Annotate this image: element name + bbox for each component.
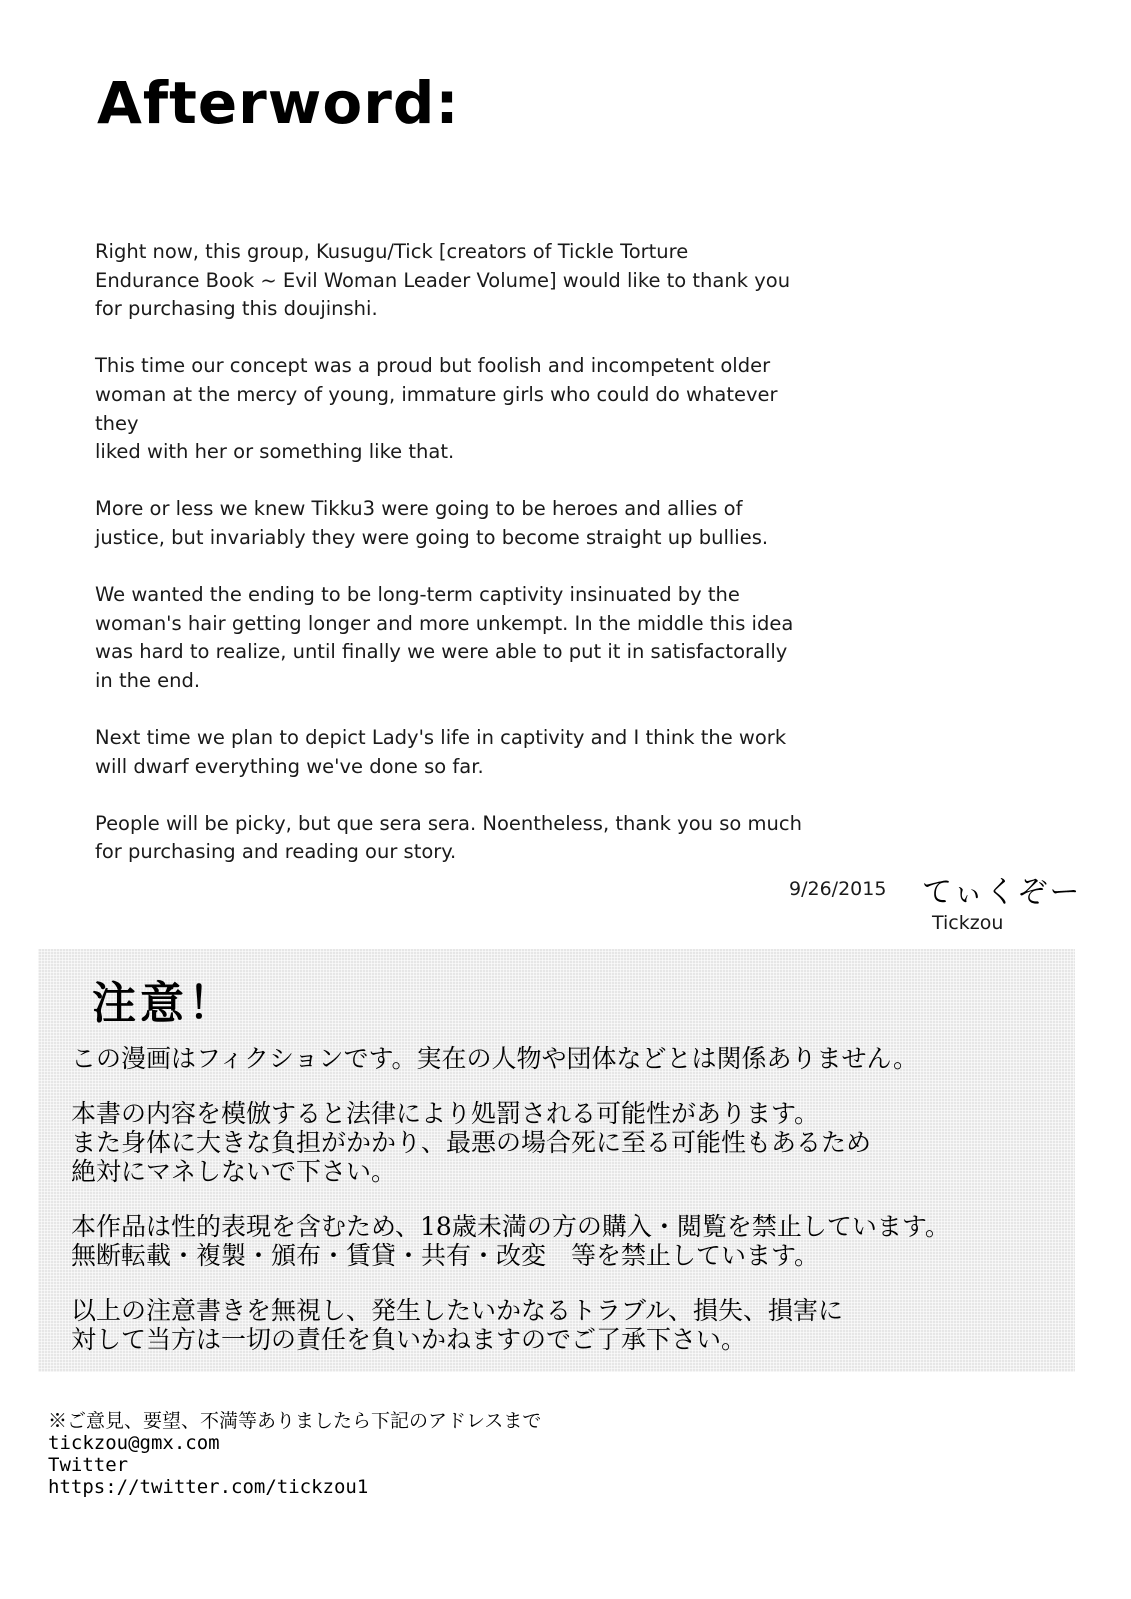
notice-paragraph: 本作品は性的表現を含むため、18歳未満の方の購入・閲覧を禁止しています。 無断転載・複製・頒布・賃貸・共有・改変 等を禁止しています。 <box>71 1212 950 1270</box>
afterword-paragraph: Next time we plan to depict Lady's life in captivity and I think the work will dwarf everything we've done so far. <box>95 726 787 778</box>
page-title: Afterword: <box>97 69 460 137</box>
notice-body <box>71 1044 1071 1380</box>
contact-twitter-label: Twitter <box>48 1454 129 1476</box>
afterword-paragraph: This time our concept was a proud but foolish and incompetent older woman at the mercy of young, immature girls who could do whatever they liked with her or something like that. <box>95 354 778 464</box>
afterword-paragraph: Right now, this group, Kusugu/Tick [creators of Tickle Torture Endurance Book ~ Evil Woman Leader Volume] would like to thank you for purchasing this doujinshi. <box>95 240 791 321</box>
signature-date: 9/26/2015 <box>789 878 887 900</box>
afterword-paragraph: More or less we knew Tikku3 were going to be heroes and allies of justice, but invariably they were going to become straight up bullies. <box>95 497 769 549</box>
afterword-body <box>95 238 815 896</box>
contact-email: tickzou@gmx.com <box>48 1432 220 1454</box>
afterword-paragraph: People will be picky, but que sera sera. Noentheless, thank you so much for purchasing and reading our story. <box>95 811 802 864</box>
afterword-paragraph: We wanted the ending to be long-term captivity insinuated by the woman's hair getting longer and more unkempt. In the middle this idea was hard to realize, until finally we were able to put it in satisfactorally in the end. <box>95 583 794 692</box>
signature-romaji-name: Tickzou <box>932 912 1004 934</box>
contact-twitter-url: https://twitter.com/tickzou1 <box>48 1476 369 1498</box>
notice-heading: 注意！ <box>92 978 236 1029</box>
notice-paragraph: 本書の内容を模倣すると法律により処罰される可能性があります。 また身体に大きな負担がかかり、最悪の場合死に至る可能性もあるため 絶対にマネしないで下さい。 <box>71 1099 872 1186</box>
signature-japanese-name: てぃくぞー <box>922 875 1082 910</box>
notice-paragraph: この漫画はフィクションです。実在の人物や団体などとは関係ありません。 <box>71 1044 919 1073</box>
contact-note: ※ご意見、要望、不満等ありましたら下記のアドレスまで <box>48 1410 542 1432</box>
contact-block <box>48 1410 541 1498</box>
notice-box <box>38 949 1075 1372</box>
notice-paragraph: 以上の注意書きを無視し、発生したいかなるトラブル、損失、損害に 対して当方は一切の責任を負いかねますのでご了承下さい。 <box>71 1296 844 1354</box>
